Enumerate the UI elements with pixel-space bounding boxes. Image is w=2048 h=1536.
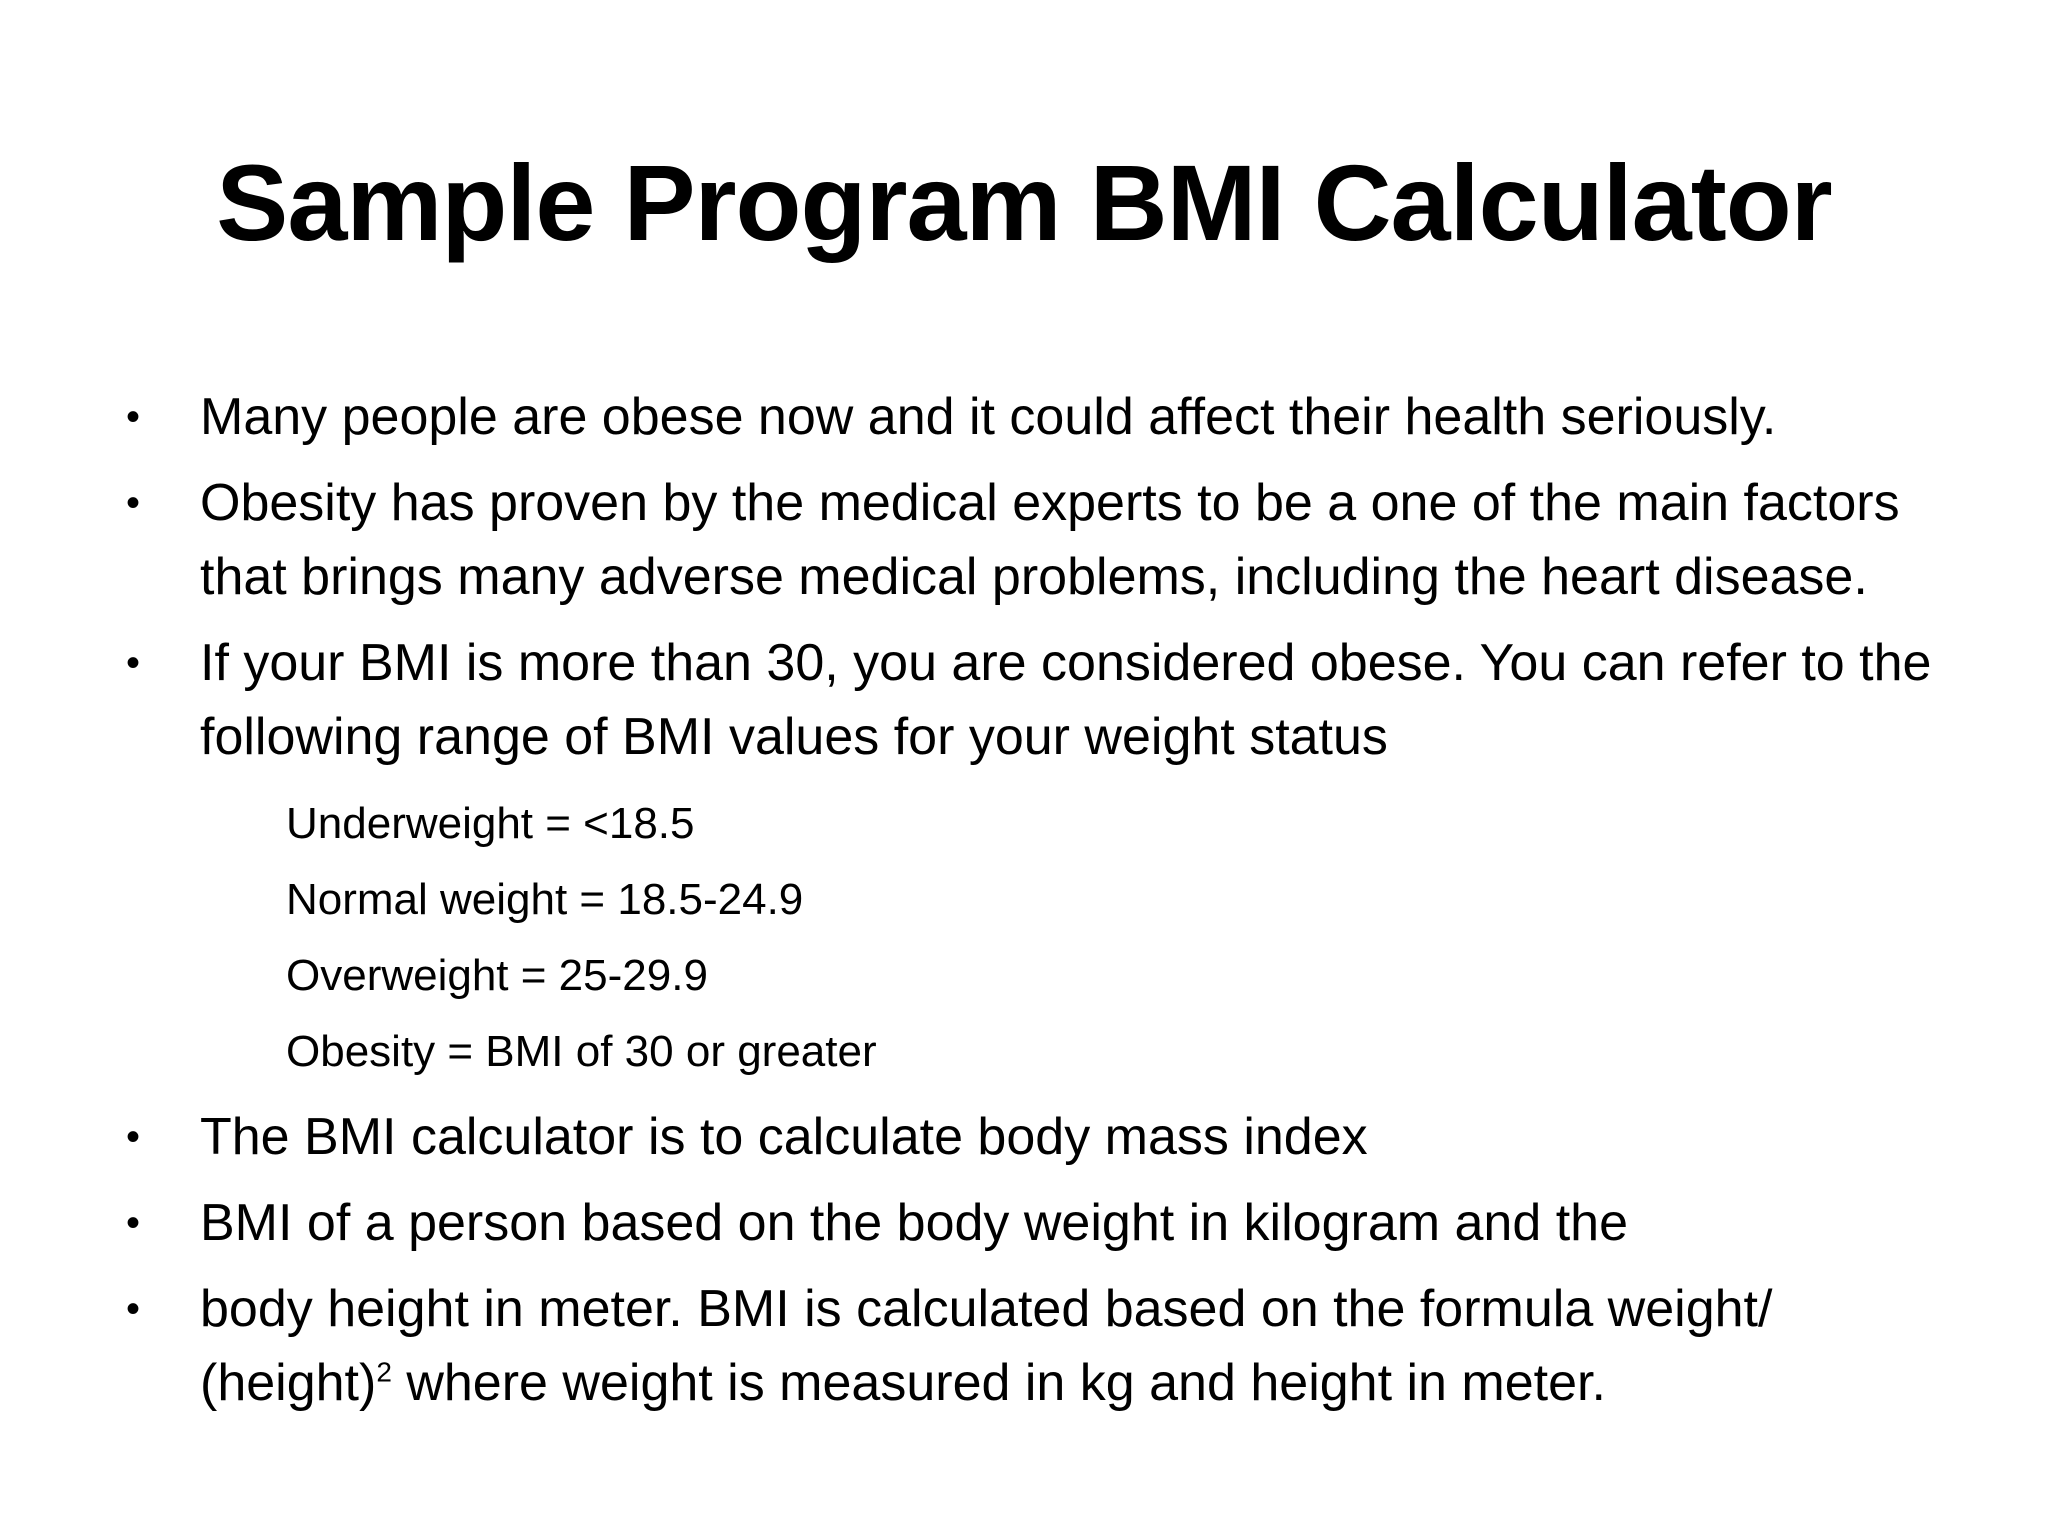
formula-text-after: where weight is measured in kg and height in meter.	[391, 1354, 1606, 1412]
bullet-dot-icon: •	[126, 395, 141, 439]
formula-exponent: 2	[376, 1356, 392, 1388]
bullet-dot-icon: •	[126, 1115, 141, 1159]
bullet-text: Many people are obese now and it could affect their health seriously.	[200, 388, 1777, 446]
slide-title: Sample Program BMI Calculator	[216, 142, 1832, 263]
bullet-item	[120, 380, 1940, 454]
formula-text-before: body height in meter. BMI is calculated based on the formula weight/ (height)	[200, 1280, 1773, 1412]
bullet-text: The BMI calculator is to calculate body mass index	[200, 1108, 1368, 1166]
bullet-dot-icon: •	[126, 641, 141, 685]
bullet-item	[120, 1272, 1940, 1420]
bullet-text-formula	[200, 1280, 1772, 1412]
bullet-item	[120, 626, 1940, 774]
bullet-item	[120, 1186, 1940, 1260]
bullet-dot-icon: •	[126, 1201, 141, 1245]
bmi-range-item: Underweight = <18.5	[286, 799, 695, 848]
slide-body	[120, 380, 1940, 1432]
bullet-item	[120, 1100, 1940, 1174]
bmi-range-item: Overweight = 25-29.9	[286, 951, 708, 1000]
bullet-item	[120, 466, 1940, 614]
bullet-dot-icon: •	[126, 481, 141, 525]
bullet-dot-icon: •	[126, 1287, 141, 1331]
bullet-text: Obesity has proven by the medical experts to be a one of the main factors that brings many adverse medical problems, including the heart disease.	[200, 474, 1900, 606]
bullet-text: BMI of a person based on the body weight in kilogram and the	[200, 1194, 1628, 1252]
bmi-range-item: Normal weight = 18.5-24.9	[286, 875, 804, 924]
bmi-range-list	[120, 786, 1940, 1090]
bullet-text: If your BMI is more than 30, you are considered obese. You can refer to the following range of BMI values for your weight status	[200, 634, 1932, 766]
bmi-range-item: Obesity = BMI of 30 or greater	[286, 1027, 877, 1076]
